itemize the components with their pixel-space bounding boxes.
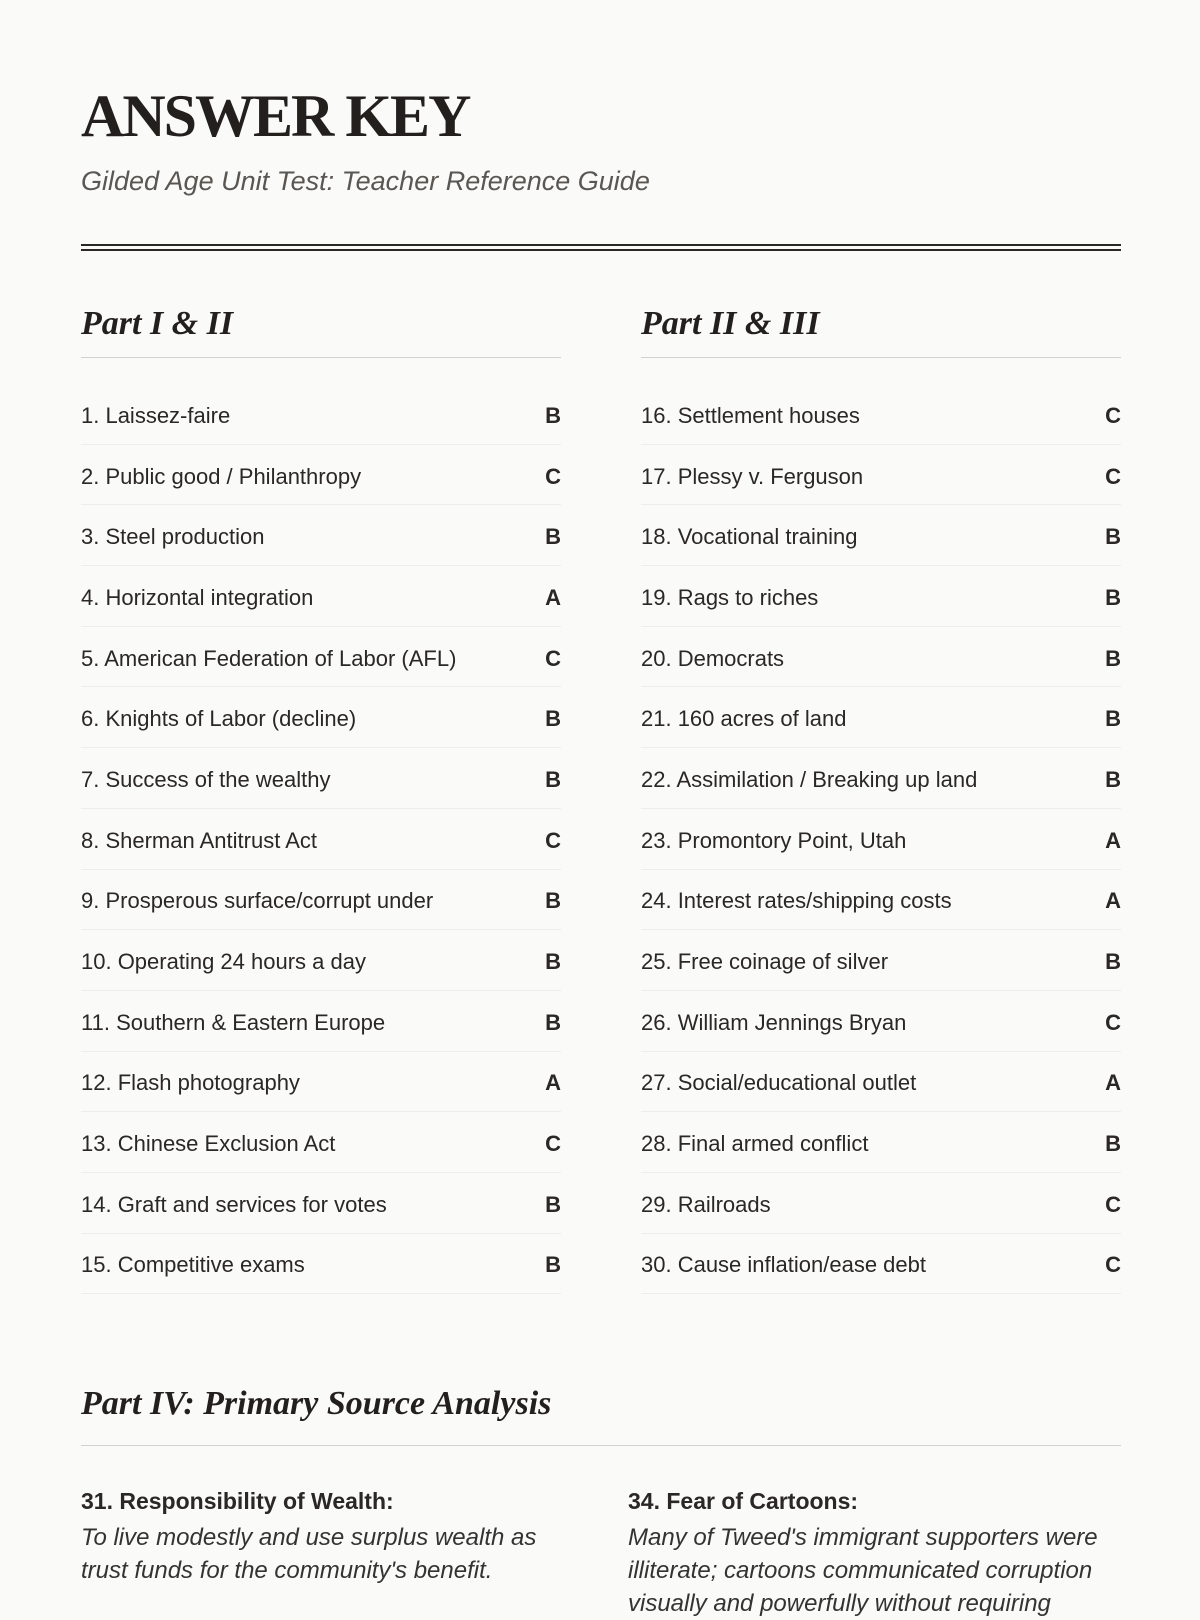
answer-letter: C: [545, 645, 561, 671]
answer-letter: B: [1105, 584, 1121, 610]
answer-letter: A: [1105, 827, 1121, 853]
answer-letter: B: [545, 1252, 561, 1278]
section-heading: Part I & II: [81, 305, 561, 358]
answer-row: [641, 809, 1121, 870]
answer-letter: C: [545, 1131, 561, 1157]
answer-row: [81, 1234, 561, 1295]
answer-letter: B: [545, 888, 561, 914]
question-label: 4. Horizontal integration: [81, 584, 314, 610]
question-label: 30. Cause inflation/ease debt: [641, 1252, 926, 1278]
answer-row: [81, 1112, 561, 1173]
question-label: 21. 160 acres of land: [641, 706, 847, 732]
answer-row: [641, 384, 1121, 445]
answer-letter: C: [1105, 463, 1121, 489]
answer-letter: B: [545, 949, 561, 975]
answer-row: [81, 748, 561, 809]
answer-letter: B: [545, 402, 561, 428]
answer-letter: B: [545, 524, 561, 550]
question-label: 28. Final armed conflict: [641, 1131, 869, 1157]
question-label: 27. Social/educational outlet: [641, 1070, 917, 1096]
answer-list: [641, 384, 1121, 1294]
answer-row: [641, 991, 1121, 1052]
answer-row: [81, 566, 561, 627]
question-label: 1. Laissez-faire: [81, 402, 231, 428]
column-part-2-3: [641, 305, 1121, 1294]
primary-source-answer: [81, 1488, 551, 1587]
question-label: 29. Railroads: [641, 1191, 771, 1217]
question-label: 25. Free coinage of silver: [641, 949, 889, 975]
answer-row: [641, 1173, 1121, 1234]
answer-row: [641, 1234, 1121, 1295]
answer-row: [641, 1052, 1121, 1113]
column-part-1-2: [81, 305, 561, 1294]
question-label: 11. Southern & Eastern Europe: [81, 1009, 386, 1035]
answer-row: [81, 991, 561, 1052]
page-subtitle: Gilded Age Unit Test: Teacher Reference Guide: [81, 166, 650, 196]
primary-source-answer: [628, 1488, 1098, 1620]
answer-row: [641, 748, 1121, 809]
question-label: 20. Democrats: [641, 645, 785, 671]
answer-row: [641, 930, 1121, 991]
answer-row: [81, 445, 561, 506]
question-label: 8. Sherman Antitrust Act: [81, 827, 318, 853]
answer-letter: B: [1105, 1131, 1121, 1157]
answer-row: [81, 1173, 561, 1234]
answer-letter: B: [545, 766, 561, 792]
answer-row: [81, 384, 561, 445]
question-label: 14. Graft and services for votes: [81, 1191, 387, 1217]
question-label: 12. Flash photography: [81, 1070, 300, 1096]
part-4-section: [81, 1385, 1121, 1446]
answer-list: [81, 384, 561, 1294]
question-label: 22. Assimilation / Breaking up land: [641, 766, 978, 792]
answer-row: [641, 505, 1121, 566]
question-label: 3. Steel production: [81, 524, 265, 550]
answer-row: [81, 687, 561, 748]
answer-row: [81, 809, 561, 870]
answer-row: [641, 445, 1121, 506]
question-label: 6. Knights of Labor (decline): [81, 706, 357, 732]
answer-letter: B: [1105, 766, 1121, 792]
answer-letter: B: [545, 706, 561, 732]
answer-row: [81, 1052, 561, 1113]
answer-row: [641, 870, 1121, 931]
question-label: 13. Chinese Exclusion Act: [81, 1131, 336, 1157]
answer-letter: C: [1105, 1252, 1121, 1278]
answer-letter: A: [545, 584, 561, 610]
answer-letter: B: [1105, 524, 1121, 550]
answer-row: [641, 627, 1121, 688]
page-title: ANSWER KEY: [81, 83, 470, 149]
question-label: 7. Success of the wealthy: [81, 766, 331, 792]
section-heading: Part II & III: [641, 305, 1121, 358]
answer-letter: B: [545, 1009, 561, 1035]
question-label: 24. Interest rates/shipping costs: [641, 888, 952, 914]
answer-row: [81, 870, 561, 931]
answer-row: [641, 1112, 1121, 1173]
answer-letter: B: [1105, 949, 1121, 975]
question-label: 10. Operating 24 hours a day: [81, 949, 366, 975]
answer-row: [641, 566, 1121, 627]
answer-letter: A: [1105, 1070, 1121, 1096]
question-label: 16. Settlement houses: [641, 402, 860, 428]
answer-row: [81, 505, 561, 566]
answer-letter: C: [1105, 1191, 1121, 1217]
question-title: 34. Fear of Cartoons:: [628, 1488, 859, 1514]
question-label: 5. American Federation of Labor (AFL): [81, 645, 457, 671]
answer-letter: A: [1105, 888, 1121, 914]
question-label: 17. Plessy v. Ferguson: [641, 463, 864, 489]
answer-letter: C: [1105, 1009, 1121, 1035]
question-label: 18. Vocational training: [641, 524, 858, 550]
question-answer: Many of Tweed's immigrant supporters were illiterate; cartoons communicated corruption visually and powerfully without requiring: [628, 1524, 1098, 1617]
double-divider: [81, 244, 1121, 251]
question-label: 19. Rags to riches: [641, 584, 819, 610]
answer-letter: C: [545, 463, 561, 489]
question-label: 23. Promontory Point, Utah: [641, 827, 907, 853]
answer-letter: C: [1105, 402, 1121, 428]
answer-letter: A: [545, 1070, 561, 1096]
question-title: 31. Responsibility of Wealth:: [81, 1488, 394, 1514]
answer-letter: B: [1105, 706, 1121, 732]
answer-row: [641, 687, 1121, 748]
question-answer: To live modestly and use surplus wealth as trust funds for the community's benefit.: [81, 1524, 537, 1584]
question-label: 26. William Jennings Bryan: [641, 1009, 907, 1035]
answer-letter: B: [1105, 645, 1121, 671]
question-label: 2. Public good / Philanthropy: [81, 463, 362, 489]
question-label: 15. Competitive exams: [81, 1252, 305, 1278]
question-label: 9. Prosperous surface/corrupt under: [81, 888, 434, 914]
answer-letter: C: [545, 827, 561, 853]
answer-row: [81, 627, 561, 688]
answer-letter: B: [545, 1191, 561, 1217]
section-heading: Part IV: Primary Source Analysis: [81, 1385, 1121, 1446]
answer-row: [81, 930, 561, 991]
